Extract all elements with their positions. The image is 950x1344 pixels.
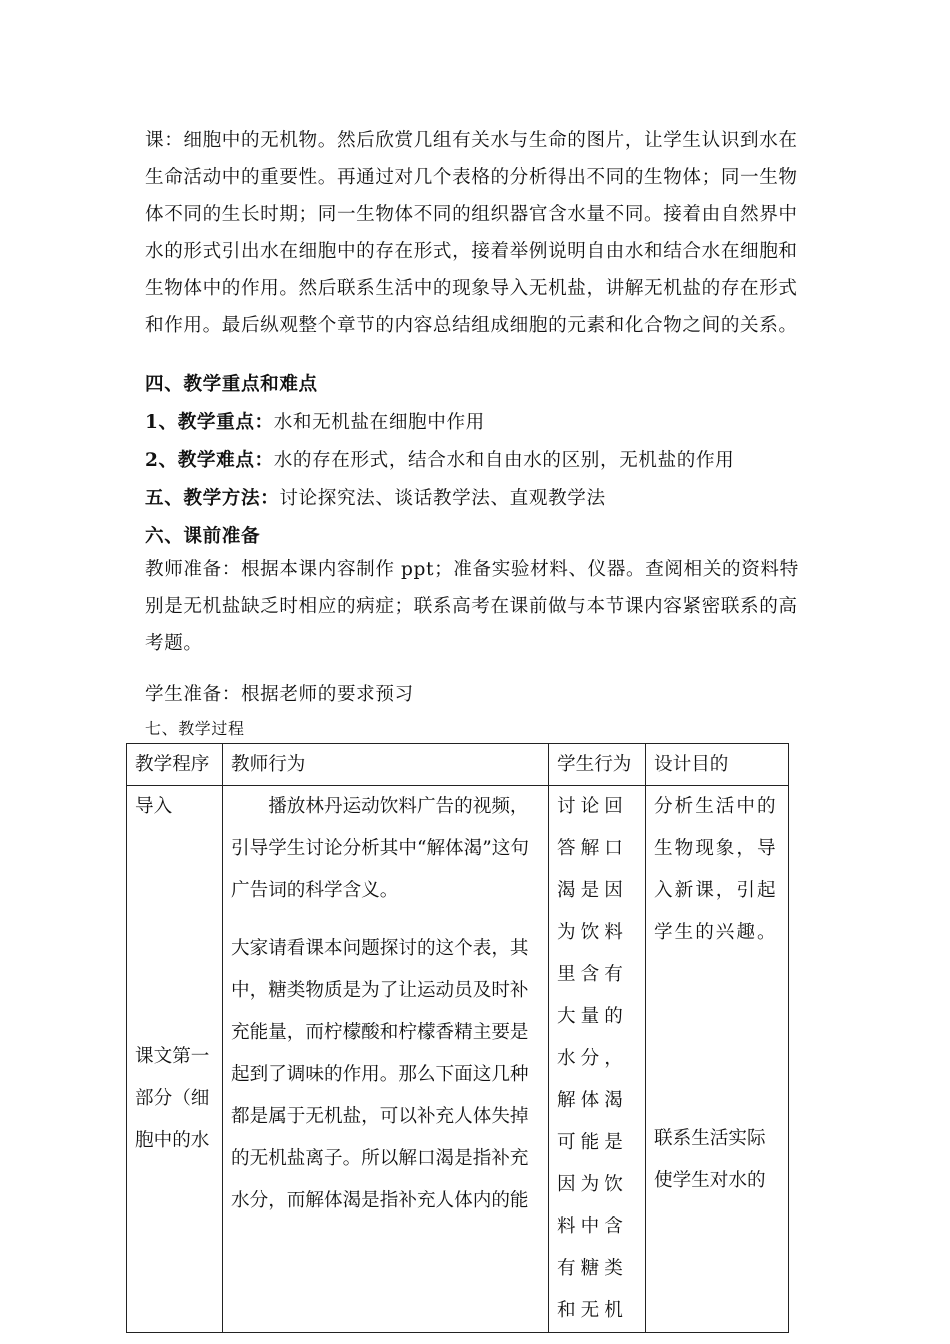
header-procedure: 教学程序 [127,744,223,786]
procedure-step-part1: 课文第一部分（细胞中的水 [135,1046,210,1151]
intro-paragraph: 课：细胞中的无机物。然后欣赏几组有关水与生命的图片，让学生认识到水在生命活动中的重要性。再通过对几个表格的分析得出不同的生物体；同一生物体不同的生长时期；同一生物体不同的组织器官含水量不同。接着由自然界中水的形式引出水在细胞中的存在形式，接着举例说明自由水和结合水在细胞和生物体中的作用。然后联系生活中的现象导入无机盐，讲解无机盐的存在形式和作用。最后纵观整个章节的内容总结组成细胞的元素和化合物之间的关系。 [145,130,798,336]
spacer [135,828,214,1036]
key-point-label: 1、教学重点： [145,412,274,433]
key-point-text: 水和无机盐在细胞中作用 [273,412,485,433]
header-design-purpose: 设计目的 [646,744,789,786]
section7-heading: 七、教学过程 [145,719,245,738]
difficult-point-label: 2、教学难点： [145,450,274,471]
design-purpose-cell [646,786,789,1333]
teaching-method-line [145,484,606,510]
difficult-point-text: 水的存在形式，结合水和自由水的区别，无机盐的作用 [273,450,735,471]
teaching-method-label: 五、教学方法： [145,488,280,509]
purpose-part1: 联系生活实际使学生对水的 [654,1128,766,1191]
student-behavior-cell: 讨论回答解口渴是因为饮料里含有大量的水分，解体渴可能是因为饮料中含有糖类和无机 [549,786,646,1333]
table-header-row [127,744,789,786]
key-point-line [145,408,485,434]
procedure-cell [127,786,223,1333]
teaching-method-text: 讨论探究法、谈话教学法、直观教学法 [279,488,606,509]
header-student-behavior: 学生行为 [549,744,646,786]
procedure-step-intro: 导入 [135,796,173,817]
purpose-intro: 分析生活中的生物现象，导入新课，引起学生的兴趣。 [654,796,778,943]
teaching-process-table [126,743,789,1333]
teacher-paragraph-1: 播放林丹运动饮料广告的视频，引导学生讨论分析其中“解体渴”这句广告词的科学含义。 [231,796,529,901]
spacer [654,954,780,1118]
student-prep-line: 学生准备：根据老师的要求预习 [145,684,414,705]
header-teacher-behavior: 教师行为 [223,744,549,786]
teacher-paragraph-2: 大家请看课本问题探讨的这个表，其中，糖类物质是为了让运动员及时补充能量，而柠檬酸和柠檬香精主要是起到了调味的作用。那么下面这几种都是属于无机盐，可以补充人体失掉的无机盐离子。所以解口渴是指补充水分，而解体渴是指补充人体内的能 [231,938,529,1211]
section4-heading: 四、教学重点和难点 [145,374,318,395]
section6-heading: 六、课前准备 [145,526,261,547]
teacher-prep-paragraph: 教师准备：根据本课内容制作 ppt；准备实验材料、仪器。查阅相关的资料特别是无机盐缺乏时相应的病症；联系高考在课前做与本节课内容紧密联系的高考题。 [145,559,799,654]
difficult-point-line [145,446,734,472]
teacher-behavior-cell [223,786,549,1333]
table-row [127,786,789,1333]
